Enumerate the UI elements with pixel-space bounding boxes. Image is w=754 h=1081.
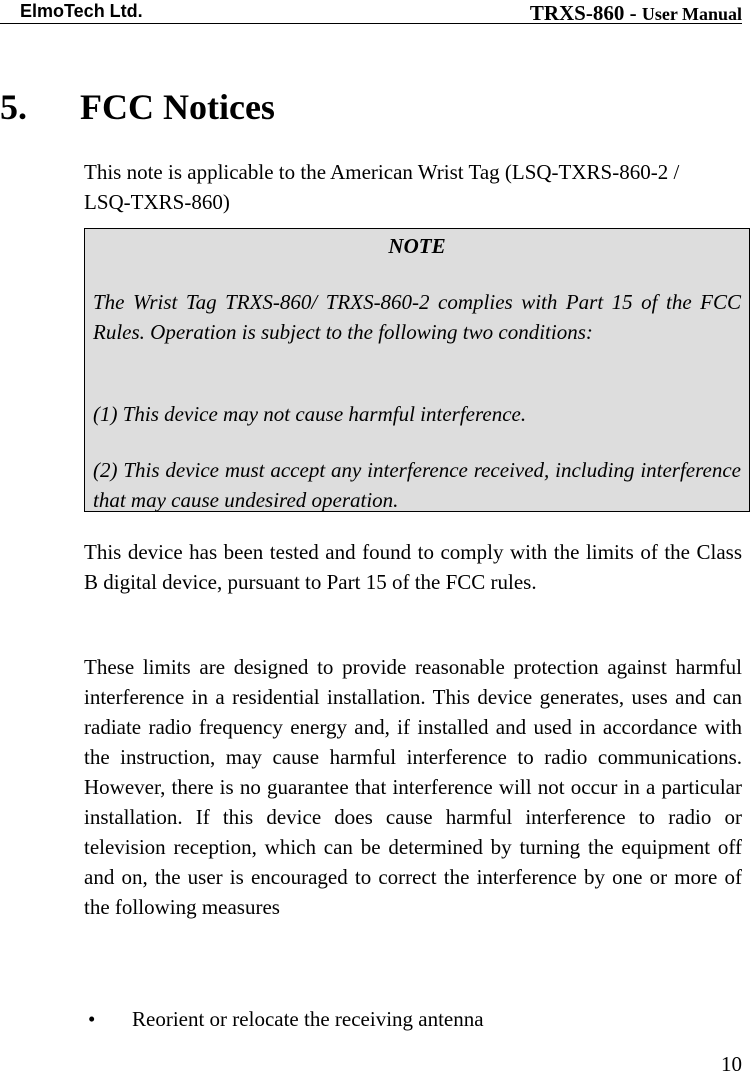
section-number: 5. [0,87,27,127]
bullet-dot: • [88,1007,96,1031]
bullet-text: Reorient or relocate the receiving antenna [132,1007,484,1031]
section-heading [0,85,275,129]
intro-text: This note is applicable to the American Wrist Tag (LSQ-TXRS-860-2 / LSQ-TXRS-860) [84,160,680,214]
header-product: TRXS-860 - [529,1,642,25]
note-paragraph: (2) This device must accept any interference received, including interference that may cause undesired operation. [93,458,741,512]
body-paragraph: These limits are designed to provide reasonable protection against harmful interference in a residential installation. This device generates, uses and can radiate radio frequency energy and, if installed and used in accordance with the instruction, may cause harmful interference to radio communications. However, there is no guarantee that interference will not occur in a particular installation. If this device does cause harmful interference to radio or television reception, which can be determined by turning the equipment off and on, the user is encouraged to correct the interference by one or more of the following measures [84,655,742,919]
header-manual: User Manual [641,4,742,24]
note-paragraph: (1) This device may not cause harmful interference. [93,402,527,426]
header-divider [0,23,742,24]
body-paragraph: This device has been tested and found to comply with the limits of the Class B digital device, pursuant to Part 15 of the FCC rules. [84,540,742,594]
header-company: ElmoTech Ltd. [20,1,143,21]
note-paragraph: The Wrist Tag TRXS-860/ TRXS-860-2 complies with Part 15 of the FCC Rules. Operation is subject to the following two conditions: [93,290,741,344]
note-title: NOTE [388,234,446,258]
page-number: 10 [721,1052,742,1076]
section-title: FCC Notices [80,87,275,127]
note-box [84,228,750,512]
